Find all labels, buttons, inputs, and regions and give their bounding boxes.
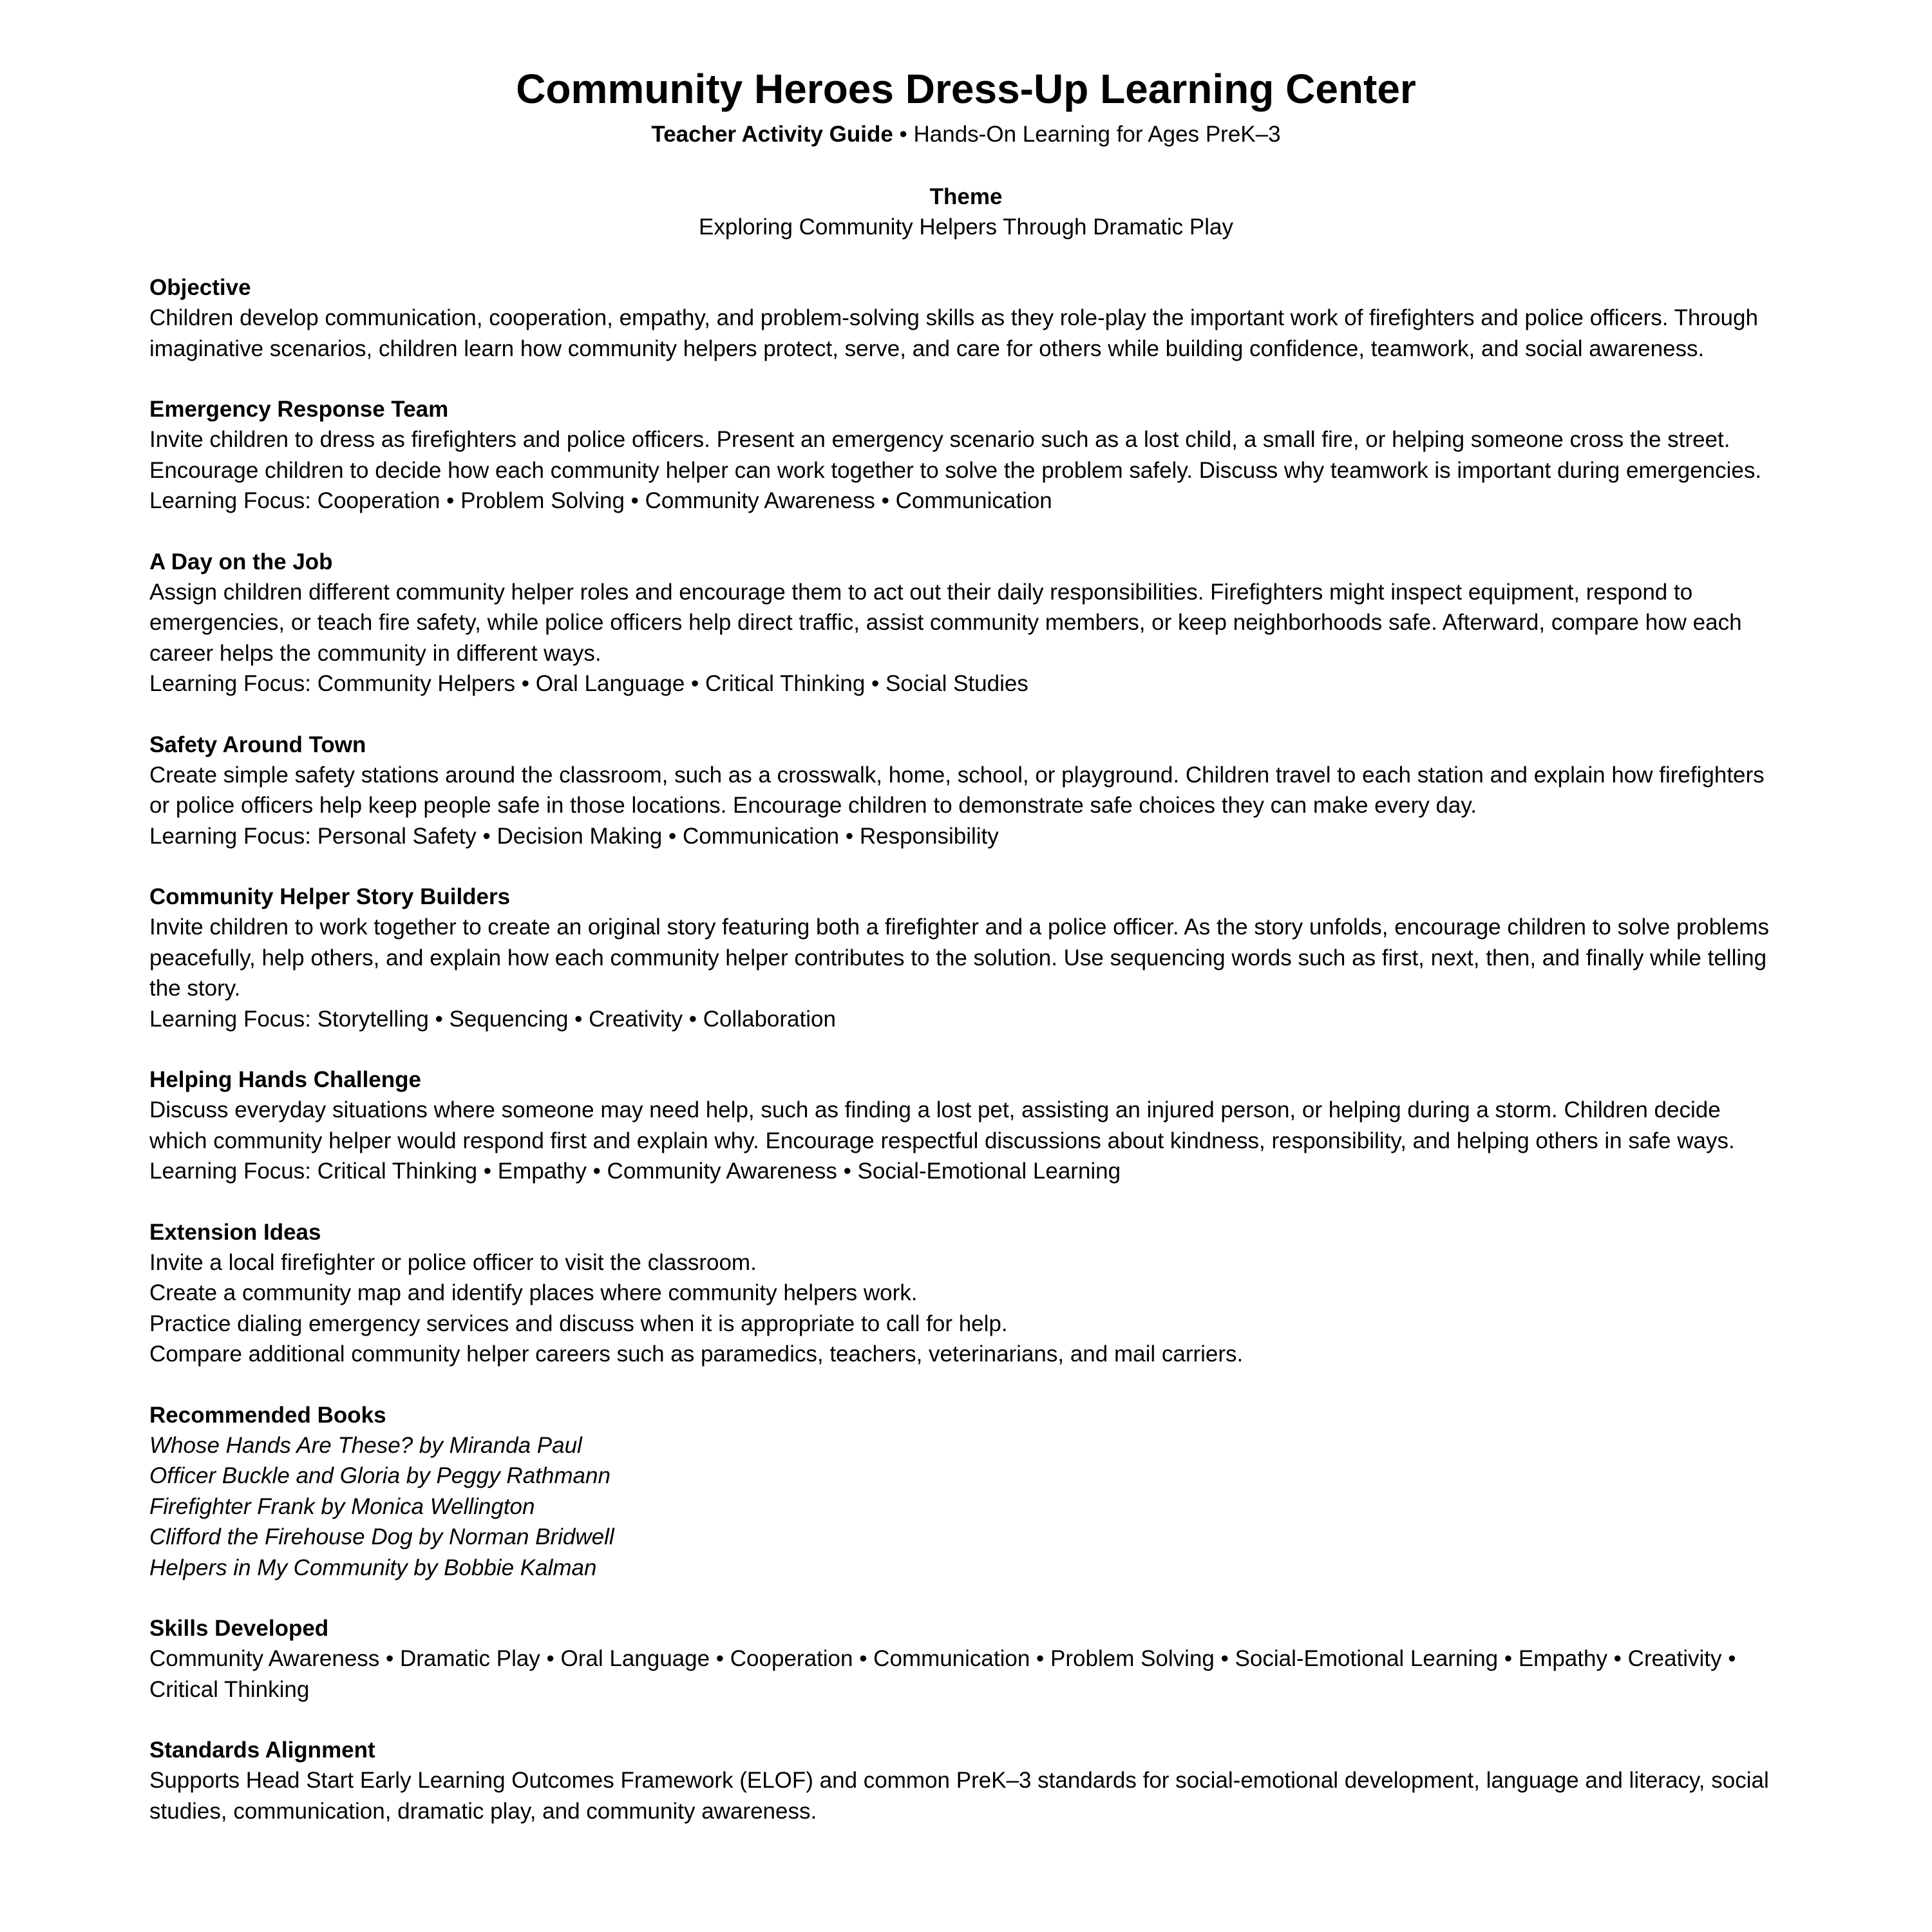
activity-section-a-day-on-the-job bbox=[149, 547, 1783, 699]
book-item: Clifford the Firehouse Dog by Norman Bridwell bbox=[149, 1524, 614, 1549]
document-header bbox=[149, 62, 1783, 151]
extension-idea-item: Practice dialing emergency services and discuss when it is appropriate to call for help. bbox=[149, 1311, 1008, 1336]
extension-idea-item: Compare additional community helper careers such as paramedics, teachers, veterinarians, and mail carriers. bbox=[149, 1341, 1244, 1367]
page-title: Community Heroes Dress-Up Learning Center bbox=[516, 66, 1416, 112]
extension-idea-item: Create a community map and identify places where community helpers work. bbox=[149, 1280, 918, 1305]
book-item: Whose Hands Are These? by Miranda Paul bbox=[149, 1432, 582, 1458]
objective-section bbox=[149, 272, 1783, 364]
skills-developed-heading: Skills Developed bbox=[149, 1616, 329, 1641]
subtitle-age-range: • Hands-On Learning for Ages PreK–3 bbox=[893, 122, 1281, 147]
activity-body: Invite children to dress as firefighters and police officers. Present an emergency scenario such as a lost child, a small fire, or helping someone cross the street. Encourage children to decide how each community helper can work together to solve the problem safely. Discuss why teamwork is important during emergencies. bbox=[149, 427, 1762, 483]
activity-heading: Safety Around Town bbox=[149, 732, 366, 757]
activity-section-helping-hands-challenge bbox=[149, 1065, 1783, 1187]
activity-section-emergency-response-team bbox=[149, 394, 1783, 516]
activity-learning-focus: Learning Focus: Cooperation • Problem Solving • Community Awareness • Communication bbox=[149, 488, 1052, 513]
theme-text: Exploring Community Helpers Through Dramatic Play bbox=[699, 214, 1233, 240]
book-item: Helpers in My Community by Bobbie Kalman bbox=[149, 1555, 597, 1580]
activity-heading: Emergency Response Team bbox=[149, 397, 449, 422]
skills-developed-section bbox=[149, 1613, 1783, 1705]
activity-section-story-builders bbox=[149, 882, 1783, 1034]
activity-heading: Community Helper Story Builders bbox=[149, 884, 511, 909]
page-subtitle bbox=[149, 118, 1783, 151]
activity-heading: Helping Hands Challenge bbox=[149, 1067, 421, 1092]
theme-section bbox=[149, 182, 1783, 242]
activity-learning-focus: Learning Focus: Storytelling • Sequencing • Creativity • Collaboration bbox=[149, 1006, 836, 1032]
standards-alignment-heading: Standards Alignment bbox=[149, 1738, 375, 1763]
book-item: Firefighter Frank by Monica Wellington bbox=[149, 1493, 535, 1519]
activity-heading: A Day on the Job bbox=[149, 549, 333, 574]
recommended-books-heading: Recommended Books bbox=[149, 1402, 386, 1428]
activity-learning-focus: Learning Focus: Community Helpers • Oral Language • Critical Thinking • Social Studies bbox=[149, 671, 1028, 696]
objective-body: Children develop communication, cooperation, empathy, and problem-solving skills as they role-play the important work of firefighters and police officers. Through imaginative scenarios, children learn how community helpers protect, serve, and care for others while building confidence, teamwork, and social awareness. bbox=[149, 305, 1758, 361]
recommended-books-section bbox=[149, 1400, 1783, 1584]
extension-idea-item: Invite a local firefighter or police officer to visit the classroom. bbox=[149, 1249, 757, 1275]
theme-heading: Theme bbox=[929, 184, 1003, 209]
standards-alignment-section bbox=[149, 1735, 1783, 1826]
activity-body: Invite children to work together to create an original story featuring both a firefighter and a police officer. As the story unfolds, encourage children to solve problems peacefully, help others, and explain how each community helper contributes to the solution. Use sequencing words such as first, next, then, and finally while telling the story. bbox=[149, 914, 1769, 1001]
activity-learning-focus: Learning Focus: Critical Thinking • Empathy • Community Awareness • Social-Emotional Learning bbox=[149, 1159, 1121, 1184]
standards-alignment-body: Supports Head Start Early Learning Outcomes Framework (ELOF) and common PreK–3 standards for social-emotional development, language and literacy, social studies, communication, dramatic play, and community awareness. bbox=[149, 1768, 1769, 1824]
activity-section-safety-around-town bbox=[149, 730, 1783, 852]
activity-body: Discuss everyday situations where someone may need help, such as finding a lost pet, assisting an injured person, or helping during a storm. Children decide which community helper would respond first and explain why. Encourage respectful discussions about kindness, responsibility, and helping others in safe ways. bbox=[149, 1097, 1735, 1153]
book-item: Officer Buckle and Gloria by Peggy Rathmann bbox=[149, 1463, 611, 1488]
activity-body: Create simple safety stations around the classroom, such as a crosswalk, home, school, or playground. Children travel to each station and explain how firefighters or police officers help keep people safe in those locations. Encourage children to demonstrate safe choices they can make every day. bbox=[149, 762, 1765, 818]
extension-ideas-heading: Extension Ideas bbox=[149, 1219, 321, 1245]
subtitle-guide-label: Teacher Activity Guide bbox=[651, 122, 893, 147]
activity-body: Assign children different community helper roles and encourage them to act out their daily responsibilities. Firefighters might inspect equipment, respond to emergencies, or teach fire safety, while police officers help direct traffic, assist community members, or keep neighborhoods safe. Afterward, compare how each career helps the community in different ways. bbox=[149, 579, 1742, 666]
objective-heading: Objective bbox=[149, 275, 251, 300]
skills-developed-body: Community Awareness • Dramatic Play • Oral Language • Cooperation • Communication • Problem Solving • Social-Emotional Learning • Empathy • Creativity • Critical Thinking bbox=[149, 1646, 1736, 1702]
activity-learning-focus: Learning Focus: Personal Safety • Decision Making • Communication • Responsibility bbox=[149, 823, 999, 849]
extension-ideas-section bbox=[149, 1217, 1783, 1370]
